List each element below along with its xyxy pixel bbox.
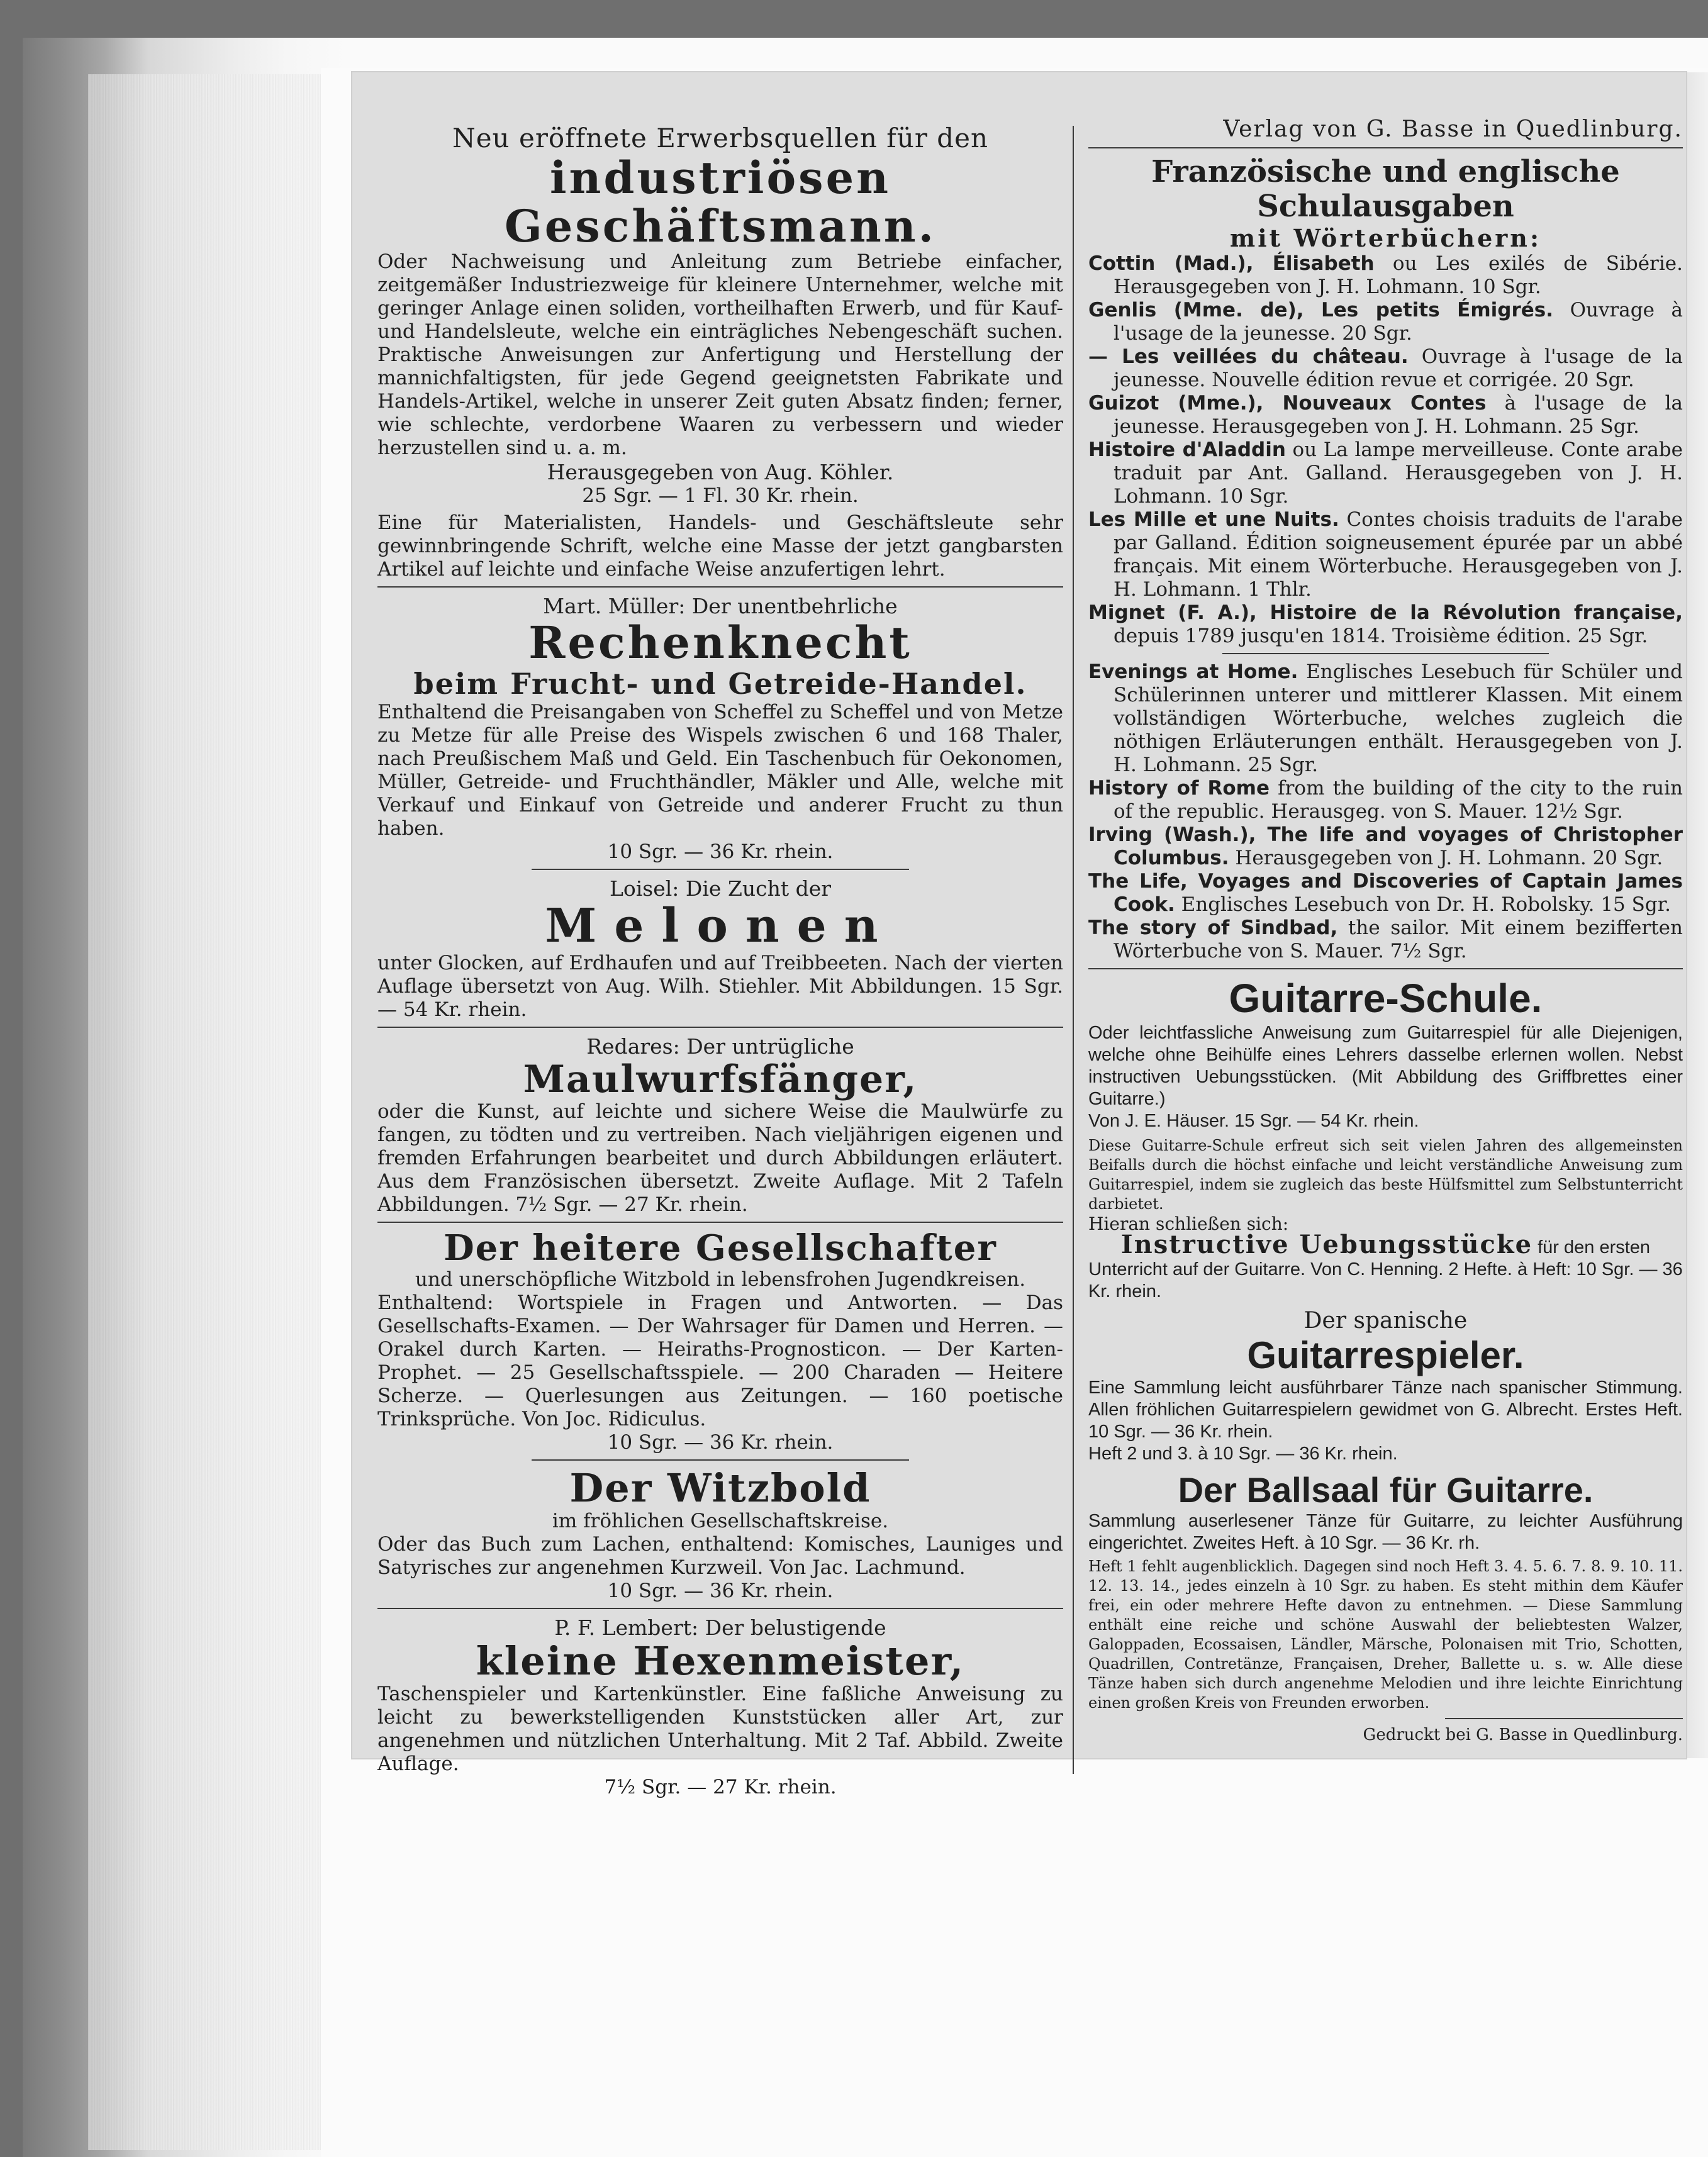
ad-byline: P. F. Lembert: Der belustigende	[554, 1615, 886, 1641]
ad-note: Diese Guitarre-Schule erfreut sich seit vielen Jahren des allgemeinsten Beifalls durch die höchst einfache und leicht verständliche Anweisung zum Guitarrespiel, indem sie zugleich das beste Hülfsmittel zum Selbstunterricht darbietet.	[1088, 1136, 1683, 1213]
entry-text: Ouvrage à l'usage de la jeunesse. 20 Sgr.	[1114, 299, 1683, 345]
entry-text: Englisches Lesebuch für Schüler und Schülerinnen unterer und mittlerer Klassen. Mit einem vollständigen Wörterbuche, welches zugleich die nöthigen Erläuterungen enthält. Herausgegeben von J. H. Lohmann. 25 Sgr.	[1114, 660, 1683, 777]
divider	[532, 869, 909, 870]
entry-head: Mignet (F. A.), Histoire de la Révolution française,	[1088, 601, 1683, 625]
divider	[377, 1027, 1063, 1028]
divider	[377, 1608, 1063, 1609]
list-item	[1088, 777, 1683, 823]
ad-witzbold	[377, 1464, 1063, 1603]
divider	[532, 1459, 909, 1461]
divider	[377, 586, 1063, 588]
advertisement-sheet	[352, 72, 1686, 1799]
column-divider	[1073, 126, 1074, 1774]
list-item	[1088, 660, 1683, 777]
ad-body: Enthaltend: Wortspiele in Fragen und Antworten. — Das Gesellschafts-Examen. — Der Wahrsager für Damen und Herren. — Orakel durch Karten. — Heiraths-Prognosticon. — Der Karten-Prophet. — 25 Gesellschaftsspiele. — 200 Charaden — Heitere Scherze. — Querlesungen aus Zeitungen. — 160 poetische Trinksprüche. Von Joc. Ridiculus.	[377, 1291, 1063, 1430]
list-item	[1088, 917, 1683, 963]
ad-intro: Der spanische	[1303, 1307, 1468, 1334]
ad-body: unter Glocken, auf Erdhaufen und auf Treibbeeten. Nach der vierten Auflage übersetzt von Aug. Wilh. Stiehler. Mit Abbildungen. 15 Sgr. — 54 Kr. rhein.	[377, 952, 1063, 1022]
divider	[1088, 147, 1683, 148]
entry-head: Guizot (Mme.), Nouveaux Contes	[1088, 392, 1487, 415]
ad-title: kleine Hexenmeister,	[476, 1638, 965, 1685]
ad-guitarrespieler	[1088, 1308, 1683, 1465]
entry-head: The Life, Voyages and Discoveries of Captain James Cook.	[1088, 870, 1683, 917]
ad-guitarre-schule	[1088, 976, 1683, 1303]
divider	[1088, 968, 1683, 969]
ad-gesellschafter	[377, 1229, 1063, 1454]
divider	[1445, 1718, 1683, 1719]
english-list	[1088, 660, 1683, 963]
entry-head: Les Mille et une Nuits.	[1088, 508, 1339, 532]
ad-studies	[1088, 1229, 1683, 1303]
entry-text: Ouvrage à l'usage de la jeunesse. Nouvelle édition revue et corrigée. 20 Sgr.	[1114, 345, 1683, 392]
ad-title: Rechenknecht	[528, 616, 912, 669]
ad-body: Taschenspieler und Kartenkünstler. Eine faßliche Anweisung zu leicht zu bewerkstelligenden Kunststücken aller Art, zur angenehmen und nützlichen Unterhaltung. Mit 2 Taf. Abbild. Zweite Auflage.	[377, 1683, 1063, 1776]
entry-head: Irving (Wash.), The life and voyages of Christopher Columbus.	[1088, 823, 1683, 870]
ad-melonen	[377, 876, 1063, 1022]
schoolbooks-subtitle: mit Wörterbüchern:	[1230, 224, 1541, 253]
ad-price: 10 Sgr. — 36 Kr. rhein.	[607, 1430, 834, 1454]
entry-text: Contes choisis traduits de l'arabe par Galland. Édition soigneusement épurée par un abbé français. Mit einem Wörterbuche. Herausgegeben von J. H. Lohmann. 1 Thlr.	[1114, 508, 1683, 601]
ad-body: Enthaltend die Preisangaben von Scheffel zu Scheffel und von Metze zu Metze für alle Preise des Wispels zwischen 6 und 168 Thaler, nach Preußischem Maß und Geld. Ein Taschenbuch für Oekonomen, Müller, Getreide- und Fruchthändler, Mäkler und Alle, welche mit Verkauf und Einkauf von Getreide und anderer Frucht zu thun haben.	[377, 701, 1063, 840]
ad-price: 7½ Sgr. — 27 Kr. rhein.	[604, 1776, 837, 1799]
entry-text: Englisches Lesebuch von Dr. H. Robolsky. 15 Sgr.	[1175, 893, 1671, 917]
ad-byline: Redares: Der untrügliche	[586, 1034, 854, 1059]
ad-title: Der Ballsaal für Guitarre.	[1178, 1469, 1594, 1510]
entry-text: from the building of the city to the ruin of the republic. Herausgeg. von S. Mauer. 12½ Sgr.	[1114, 777, 1683, 823]
ad-title: Maulwurfsfänger,	[523, 1057, 918, 1102]
entry-text: depuis 1789 jusqu'en 1814. Troisième édition. 25 Sgr.	[1114, 625, 1648, 648]
ad-geschaeftsmann	[377, 123, 1063, 581]
ad-intro: Neu eröffnete Erwerbsquellen für den	[452, 123, 989, 153]
printer-imprint: Gedruckt bei G. Basse in Quedlinburg.	[1363, 1725, 1683, 1745]
studies-text: für den ersten Unterricht auf der Guitarre. Von C. Henning. 2 Hefte. à Heft: 10 Sgr. — 36 Kr. rhein.	[1088, 1237, 1683, 1301]
ad-body: Sammlung auserlesener Tänze für Guitarre, zu leichter Ausführung eingerichtet. Zweites Heft. à 10 Sgr. — 36 Kr. rh.	[1088, 1511, 1683, 1554]
ad-connect: Hieran schließen sich:	[1088, 1213, 1289, 1234]
ad-price: 25 Sgr. — 1 Fl. 30 Kr. rhein.	[582, 484, 859, 507]
list-item	[1088, 392, 1683, 438]
entry-head: History of Rome	[1088, 777, 1270, 800]
list-item	[1088, 438, 1683, 508]
list-item	[1088, 345, 1683, 392]
divider	[1222, 653, 1549, 654]
entry-head: Cottin (Mad.), Élisabeth	[1088, 252, 1375, 276]
ad-note: Eine für Materialisten, Handels- und Geschäftsleute sehr gewinnbringende Schrift, welche eine Masse der jetzt gangbarsten Artikel auf leichte und einfache Weise anzufertigen lehrt.	[377, 511, 1063, 581]
list-item	[1088, 823, 1683, 870]
list-item	[1088, 870, 1683, 917]
ad-subtitle: beim Frucht- und Getreide-Handel.	[413, 667, 1027, 701]
ad-price: 10 Sgr. — 36 Kr. rhein.	[607, 840, 834, 863]
ad-maulwurfsfaenger	[377, 1034, 1063, 1217]
entry-text: ou La lampe merveilleuse. Conte arabe traduit par Ant. Galland. Herausgegeben von J. H. Lohmann. 10 Sgr.	[1114, 438, 1683, 508]
entry-text: à l'usage de la jeunesse. Herausgegeben von J. H. Lohmann. 25 Sgr.	[1114, 392, 1683, 438]
ad-byline: Mart. Müller: Der unentbehrliche	[543, 594, 898, 618]
ad-rechenknecht	[377, 594, 1063, 864]
ad-title: Melonen	[545, 899, 896, 953]
ad-ballsaal	[1088, 1470, 1683, 1713]
entry-text: the sailor. Mit einem bezifferten Wörterbuche von S. Mauer. 7½ Sgr.	[1114, 917, 1683, 963]
ad-heft: Heft 2 und 3. à 10 Sgr. — 36 Kr. rhein.	[1088, 1443, 1398, 1464]
publisher-line: Verlag von G. Basse in Quedlinburg.	[1223, 116, 1683, 142]
ad-body: oder die Kunst, auf leichte und sichere Weise die Maulwürfe zu fangen, zu tödten und zu vertreiben. Nach vieljährigen eigenen und fremden Erfahrungen bearbeitet und durch Abbildungen erläutert. Aus dem Französischen übersetzt. Zweite Auflage. Mit 2 Tafeln Abbildungen. 7½ Sgr. — 27 Kr. rhein.	[377, 1100, 1063, 1217]
ad-body: Oder leichtfassliche Anweisung zum Guitarrespiel für alle Diejenigen, welche ohne Beihülfe eines Lehrers dasselbe erlernen wollen. Nebst instructiven Uebungsstücken. (Mit Abbildung des Griffbrettes einer Guitarre.)	[1088, 1022, 1683, 1109]
ad-editor: Herausgegeben von Aug. Köhler.	[547, 460, 894, 484]
ad-title: Der heitere Gesellschafter	[444, 1227, 997, 1269]
page-edges	[88, 74, 327, 2150]
ad-title: Guitarre-Schule.	[1229, 976, 1543, 1022]
ad-subtitle: im fröhlichen Gesellschaftskreise.	[552, 1510, 889, 1533]
ad-price: 10 Sgr. — 36 Kr. rhein.	[607, 1580, 834, 1603]
ad-title: industriösen Geschäftsmann.	[504, 152, 937, 252]
right-column	[1088, 72, 1683, 1758]
ad-body: Oder Nachweisung und Anleitung zum Betriebe einfacher, zeitgemäßer Industriezweige für kleinere Unternehmer, welche mit geringer Anlage einen soliden, vortheilhaften Erwerb, und für Kauf- und Handelsleute, welche ein einträgliches Nebengeschäft suchen. Praktische Anweisungen zur Anfertigung und Herstellung der mannichfaltigsten, für jede Gegend geeignetsten Fabrikate und Handels-Artikel, welche in unserer Zeit guten Absatz finden; ferner, wie schlechte, verdorbene Waaren zu verbessern und wieder herzustellen sind u. a. m.	[377, 250, 1063, 459]
ad-note: Heft 1 fehlt augenblicklich. Dagegen sind noch Heft 3. 4. 5. 6. 7. 8. 9. 10. 11. 12. 13. 14., jedes einzeln à 10 Sgr. zu haben. Es steht mithin dem Käufer frei, ein oder mehrere Hefte davon zu entnehmen. — Diese Sammlung enthält eine reiche und schöne Auswahl der beliebtesten Walzer, Galoppaden, Ecossaisen, Ländler, Märsche, Polonaisen mit Trio, Schotten, Quadrillen, Contretänze, Françaisen, Dreher, Ballette u. s. w. Alle diese Tänze haben sich durch angenehme Melodien und ihre leichte Einrichtung einen großen Kreis von Freunden erworben.	[1088, 1558, 1683, 1712]
entry-text: Herausgegeben von J. H. Lohmann. 20 Sgr.	[1229, 847, 1663, 870]
schoolbooks-title: Französische und englische Schulausgaben	[1151, 154, 1620, 225]
list-item	[1088, 252, 1683, 299]
french-list	[1088, 252, 1683, 648]
ad-body: Eine Sammlung leicht ausführbarer Tänze nach spanischer Stimmung. Allen fröhlichen Guitarrespielern gewidmet von G. Albrecht. Erstes Heft. 10 Sgr. — 36 Kr. rhein.	[1088, 1377, 1683, 1442]
list-item	[1088, 508, 1683, 601]
divider	[377, 1222, 1063, 1223]
ad-subtitle: und unerschöpfliche Witzbold in lebensfrohen Jugendkreisen.	[415, 1268, 1026, 1291]
ad-title: Der Witzbold	[569, 1464, 871, 1511]
ad-title: Guitarrespieler.	[1247, 1334, 1524, 1376]
list-item	[1088, 601, 1683, 648]
list-item	[1088, 299, 1683, 345]
entry-head: Histoire d'Aladdin	[1088, 438, 1286, 462]
entry-text: ou Les exilés de Sibérie. Herausgegeben von J. H. Lohmann. 10 Sgr.	[1114, 252, 1683, 299]
entry-head: Genlis (Mme. de), Les petits Émigrés.	[1088, 299, 1554, 322]
entry-head: Evenings at Home.	[1088, 660, 1298, 684]
ad-hexenmeister	[377, 1615, 1063, 1799]
ad-byline: Loisel: Die Zucht der	[609, 876, 832, 901]
entry-head: The story of Sindbad,	[1088, 917, 1338, 940]
studies-head: Instructive Uebungsstücke	[1120, 1229, 1533, 1259]
entry-head: — Les veillées du château.	[1088, 345, 1409, 369]
ad-body: Oder das Buch zum Lachen, enthaltend: Komisches, Launiges und Satyrisches zur angenehmen Kurzweil. Von Jac. Lachmund.	[377, 1533, 1063, 1580]
ad-author-price: Von J. E. Häuser. 15 Sgr. — 54 Kr. rhein.	[1088, 1110, 1419, 1131]
